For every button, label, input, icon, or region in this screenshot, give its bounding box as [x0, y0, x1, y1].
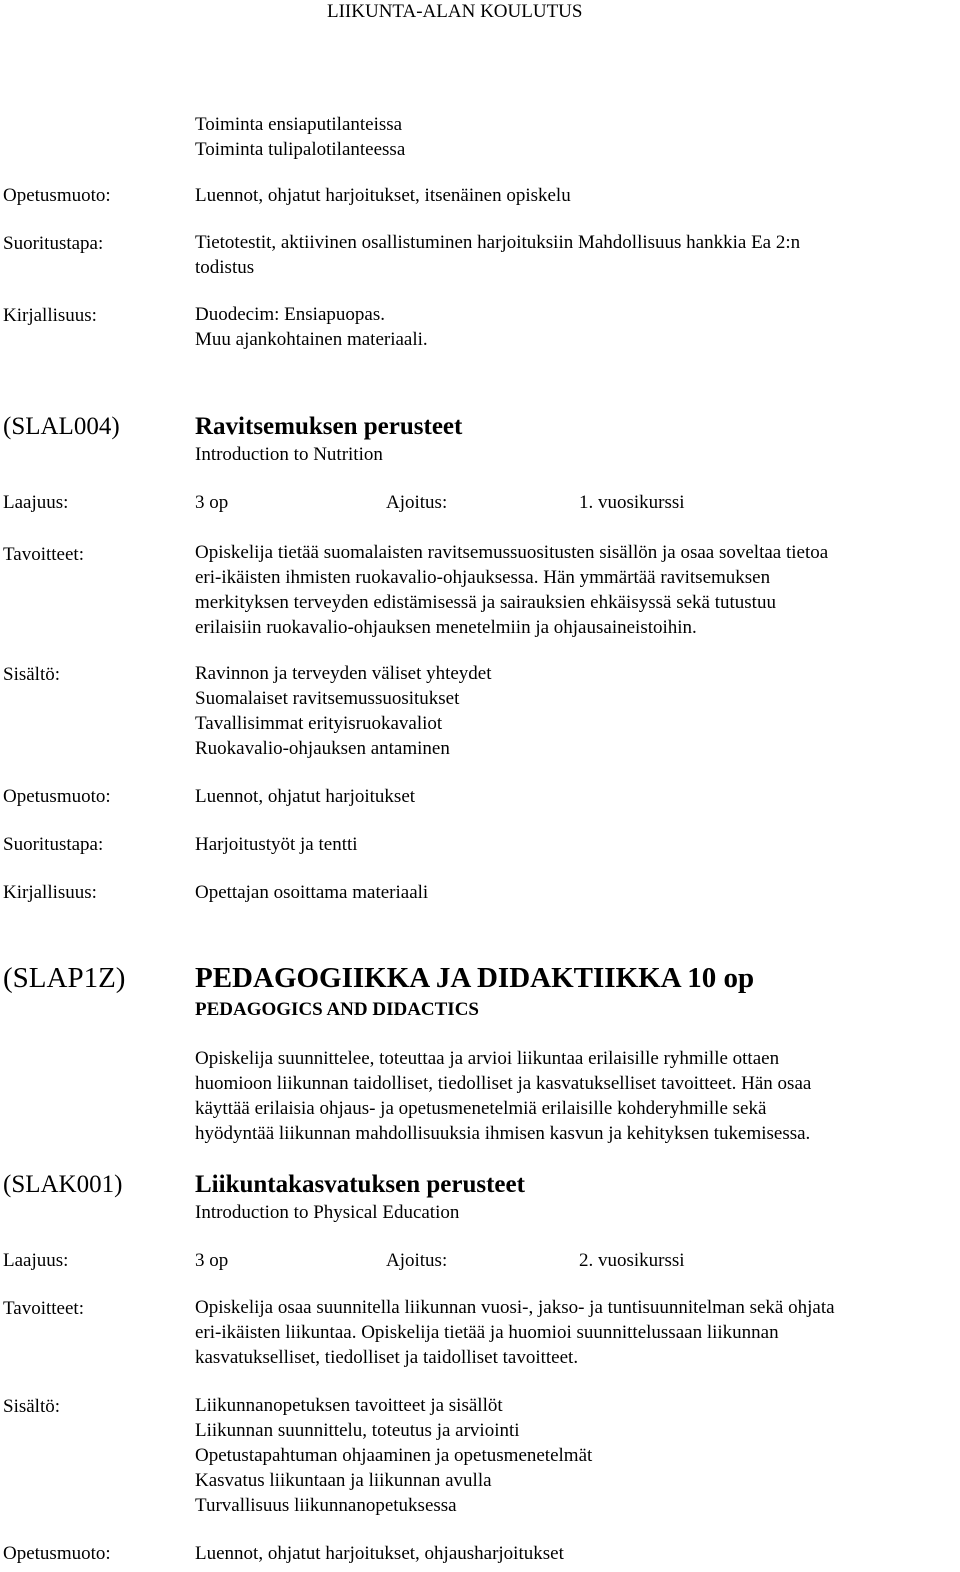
module-code: (SLAP1Z): [3, 962, 126, 994]
list-item: Turvallisuus liikunnanopetuksessa: [195, 1495, 457, 1516]
text-line: Opiskelija osaa suunnitella liikunnan vuosi-, jakso- ja tuntisuunnitelman sekä ohjata: [195, 1297, 835, 1318]
laajuus-value: 3 op: [195, 1250, 229, 1271]
laajuus-label: Laajuus:: [3, 1250, 69, 1271]
suoritustapa-label: Suoritustapa:: [3, 233, 104, 254]
kirjallisuus-value: Opettajan osoittama materiaali: [195, 882, 429, 903]
tavoitteet-label: Tavoitteet:: [3, 544, 84, 565]
suoritustapa-value: [195, 230, 800, 280]
module-title: PEDAGOGIIKKA JA DIDAKTIIKKA 10 op: [195, 962, 755, 994]
text-line: kasvatukselliset, tiedolliset ja taidolliset tavoitteet.: [195, 1347, 579, 1368]
list-item: Kasvatus liikuntaan ja liikunnan avulla: [195, 1470, 492, 1491]
opetusmuoto-value: Luennot, ohjatut harjoitukset, itsenäinen opiskelu: [195, 185, 571, 206]
list-item: Opetustapahtuman ohjaaminen ja opetusmenetelmät: [195, 1445, 593, 1466]
course-title: Liikuntakasvatuksen perusteet: [195, 1171, 525, 1198]
page-header-title: LIIKUNTA-ALAN KOULUTUS: [327, 1, 583, 22]
list-item: Ravinnon ja terveyden väliset yhteydet: [195, 663, 492, 684]
kirjallisuus-label: Kirjallisuus:: [3, 882, 97, 903]
text-line: eri-ikäisten ihmisten ruokavalio-ohjauksessa. Hän ymmärtää ravitsemuksen: [195, 567, 771, 588]
laajuus-value: 3 op: [195, 492, 229, 513]
laajuus-label: Laajuus:: [3, 492, 69, 513]
list-item: Suomalaiset ravitsemussuositukset: [195, 688, 460, 709]
text-line: hyödyntää liikunnan mahdollisuuksia ihmisen kasvun ja kehityksen tukemisessa.: [195, 1123, 811, 1144]
list-item: Toiminta ensiaputilanteissa: [195, 114, 403, 135]
text-line: Duodecim: Ensiapuopas.: [195, 304, 385, 325]
course-code: (SLAL004): [3, 413, 120, 440]
opetusmuoto-label: Opetusmuoto:: [3, 185, 111, 206]
opetusmuoto-value: Luennot, ohjatut harjoitukset, ohjausharjoitukset: [195, 1543, 564, 1564]
ajoitus-label: Ajoitus:: [386, 492, 448, 513]
opetusmuoto-label: Opetusmuoto:: [3, 786, 111, 807]
ajoitus-label: Ajoitus:: [386, 1250, 448, 1271]
top-items-list: [195, 112, 405, 162]
course-code: (SLAK001): [3, 1171, 123, 1198]
text-line: erilaisiin ruokavalio-ohjauksen menetelmiin ja ohjausaineistoihin.: [195, 617, 697, 638]
sisalto-list: [195, 1393, 592, 1518]
list-item: Tavallisimmat erityisruokavaliot: [195, 713, 443, 734]
tavoitteet-text: [195, 1295, 835, 1370]
sisalto-label: Sisältö:: [3, 664, 61, 685]
opetusmuoto-value: Luennot, ohjatut harjoitukset: [195, 786, 416, 807]
list-item: Liikunnan suunnittelu, toteutus ja arviointi: [195, 1420, 520, 1441]
suoritustapa-label: Suoritustapa:: [3, 834, 104, 855]
course-subtitle: Introduction to Nutrition: [195, 444, 383, 465]
suoritustapa-value: Harjoitustyöt ja tentti: [195, 834, 358, 855]
kirjallisuus-value: [195, 302, 428, 352]
ajoitus-value: 1. vuosikurssi: [579, 492, 685, 513]
list-item: Liikunnanopetuksen tavoitteet ja sisällöt: [195, 1395, 503, 1416]
module-subtitle: PEDAGOGICS AND DIDACTICS: [195, 999, 479, 1020]
text-line: käyttää erilaisia ohjaus- ja opetusmenetelmiä erilaisille kohderyhmille sekä: [195, 1098, 767, 1119]
course-title: Ravitsemuksen perusteet: [195, 413, 463, 440]
ajoitus-value: 2. vuosikurssi: [579, 1250, 685, 1271]
sisalto-label: Sisältö:: [3, 1396, 61, 1417]
course-subtitle: Introduction to Physical Education: [195, 1202, 460, 1223]
text-line: Opiskelija suunnittelee, toteuttaa ja arvioi liikuntaa erilaisille ryhmille ottaen: [195, 1048, 780, 1069]
text-line: Opiskelija tietää suomalaisten ravitsemussuositusten sisällön ja osaa soveltaa tietoa: [195, 542, 829, 563]
tavoitteet-text: [195, 540, 828, 640]
opetusmuoto-label: Opetusmuoto:: [3, 1543, 111, 1564]
text-line: merkityksen terveyden edistämisessä ja sairauksien ehkäisyssä sekä tutustuu: [195, 592, 776, 613]
text-line: todistus: [195, 257, 255, 278]
tavoitteet-label: Tavoitteet:: [3, 1298, 84, 1319]
kirjallisuus-label: Kirjallisuus:: [3, 305, 97, 326]
text-line: huomioon liikunnan taidolliset, tiedolliset ja kasvatukselliset tavoitteet. Hän osaa: [195, 1073, 812, 1094]
sisalto-list: [195, 661, 492, 761]
list-item: Toiminta tulipalotilanteessa: [195, 139, 406, 160]
module-description: [195, 1046, 811, 1146]
text-line: Muu ajankohtainen materiaali.: [195, 329, 428, 350]
text-line: eri-ikäisten liikuntaa. Opiskelija tietää ja huomioi suunnittelussaan liikunnan: [195, 1322, 779, 1343]
list-item: Ruokavalio-ohjauksen antaminen: [195, 738, 450, 759]
text-line: Tietotestit, aktiivinen osallistuminen harjoituksiin Mahdollisuus hankkia Ea 2:n: [195, 232, 801, 253]
